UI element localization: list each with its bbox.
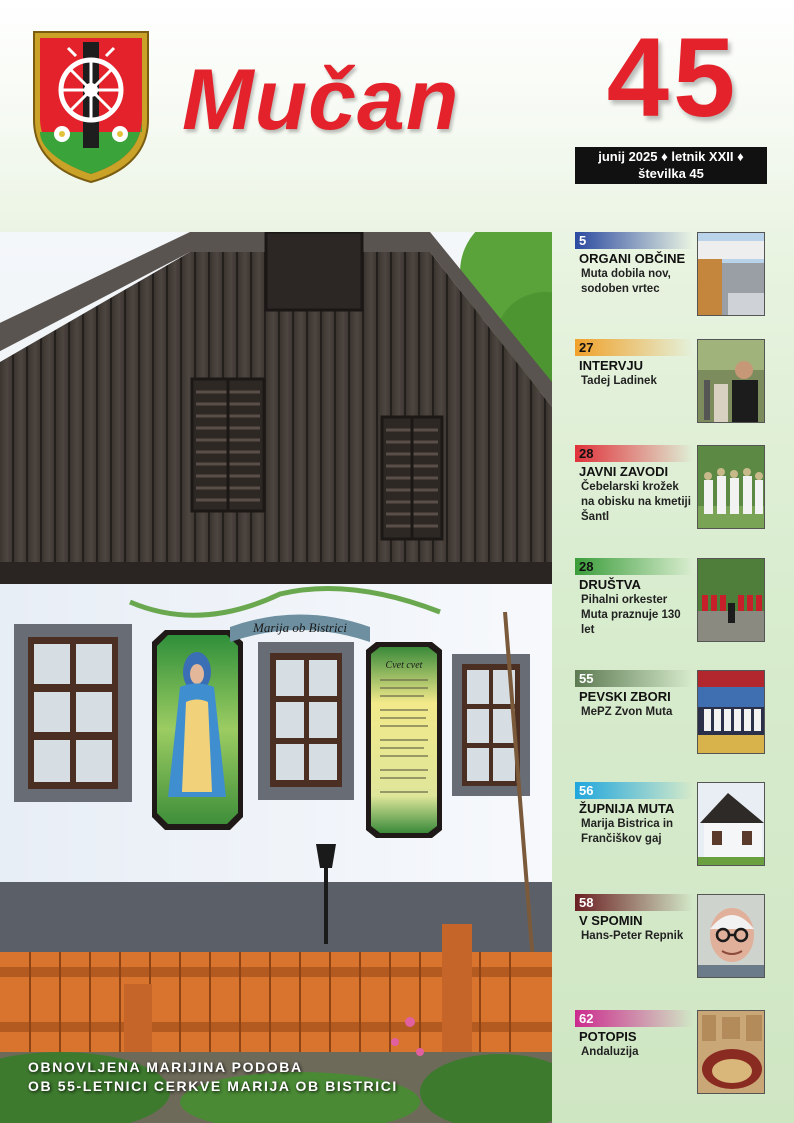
municipal-crest-icon bbox=[28, 28, 154, 184]
caption-line-2: OB 55-LETNICI CERKVE MARIJA OB BISTRICI bbox=[28, 1078, 398, 1094]
toc-section: ŽUPNIJA MUTA bbox=[579, 801, 675, 816]
toc-description: Hans-Peter Repnik bbox=[581, 930, 684, 942]
toc-entry-organi-obcine[interactable] bbox=[575, 232, 767, 318]
toc-thumbnail-choir bbox=[697, 670, 765, 754]
toc-thumbnail-kindergarten bbox=[697, 232, 765, 316]
banner-text: Marija ob Bistrici bbox=[253, 620, 347, 635]
toc-description: Andaluzija bbox=[581, 1046, 639, 1058]
toc-page-number: 56 bbox=[575, 782, 693, 799]
toc-page-number: 5 bbox=[575, 232, 693, 249]
toc-section: V SPOMIN bbox=[579, 913, 643, 928]
toc-thumbnail-portrait bbox=[697, 894, 765, 978]
toc-description: MePZ Zvon Muta bbox=[581, 706, 673, 718]
toc-entry-pevski-zbori[interactable] bbox=[575, 670, 767, 756]
toc-entry-drustva[interactable] bbox=[575, 558, 767, 644]
toc-description: Čebelarski krožek na obisku na kmetiji Šantl bbox=[581, 481, 691, 523]
toc-page-number: 58 bbox=[575, 894, 693, 911]
toc-section: INTERVJU bbox=[579, 358, 644, 373]
caption-line-1: OBNOVLJENA MARIJINA PODOBA bbox=[28, 1059, 303, 1075]
magazine-title: Mučan bbox=[182, 52, 460, 148]
toc-page-number: 28 bbox=[575, 445, 693, 462]
poem-title: Cvet cvet bbox=[385, 660, 423, 671]
toc-page-number: 28 bbox=[575, 558, 693, 575]
toc-section: PEVSKI ZBORI bbox=[579, 689, 671, 704]
toc-description: Tadej Ladinek bbox=[581, 375, 657, 387]
toc-entry-potopis[interactable] bbox=[575, 1010, 767, 1096]
toc-description: Pihalni orkester Muta praznuje 130 let bbox=[581, 594, 681, 636]
toc-entry-v-spomin[interactable] bbox=[575, 894, 767, 980]
cover-caption bbox=[28, 1058, 398, 1096]
issue-number-line: številka 45 bbox=[638, 166, 704, 181]
issue-date-line: junij 2025 ♦ letnik XXII ♦ bbox=[598, 149, 744, 164]
toc-thumbnail-bullring bbox=[697, 1010, 765, 1094]
toc-entry-zupnija-muta[interactable] bbox=[575, 782, 767, 868]
toc-description: Marija Bistrica in Frančiškov gaj bbox=[581, 818, 674, 845]
toc-thumbnail-interview bbox=[697, 339, 765, 423]
toc-page-number: 62 bbox=[575, 1010, 693, 1027]
toc-section: POTOPIS bbox=[579, 1029, 637, 1044]
toc-thumbnail-beekeeping bbox=[697, 445, 765, 529]
issue-number: 45 bbox=[606, 15, 740, 140]
toc-section: ORGANI OBČINE bbox=[579, 251, 686, 266]
toc-section: JAVNI ZAVODI bbox=[579, 464, 669, 479]
toc-section: DRUŠTVA bbox=[579, 577, 641, 592]
cover-photo bbox=[0, 232, 552, 1123]
toc-entry-intervju[interactable] bbox=[575, 339, 767, 425]
toc-entry-javni-zavodi[interactable] bbox=[575, 445, 767, 531]
toc-description: Muta dobila nov, sodoben vrtec bbox=[581, 268, 671, 295]
toc-page-number: 27 bbox=[575, 339, 693, 356]
toc-thumbnail-orchestra bbox=[697, 558, 765, 642]
toc-thumbnail-house bbox=[697, 782, 765, 866]
issue-info-box bbox=[575, 147, 767, 184]
toc-page-number: 55 bbox=[575, 670, 693, 687]
